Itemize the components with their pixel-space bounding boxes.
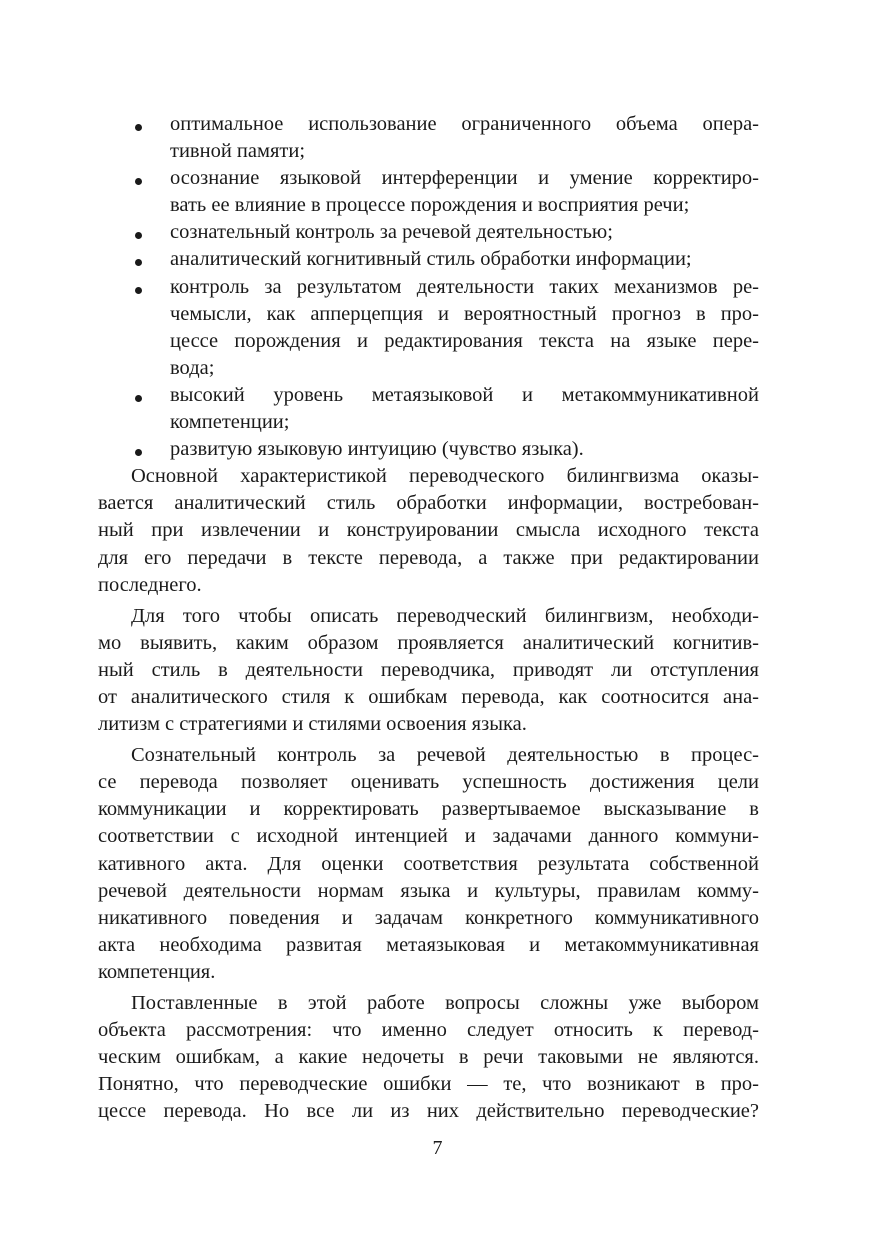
text-line: кативного акта. Для оценки соответствия результата собственной xyxy=(98,852,759,875)
text-line: для его передачи в тексте перевода, а также при редактировании xyxy=(98,546,759,569)
text-line: ный при извлечении и конструировании смысла исходного текста xyxy=(98,519,759,542)
text-line: тивной памяти; xyxy=(170,140,306,163)
bullet-dot-icon xyxy=(135,178,142,185)
list-item xyxy=(98,246,759,273)
bullet-dot-icon xyxy=(135,449,142,456)
text-line: соответствии с исходной интенцией и задачами данного коммуни- xyxy=(98,825,759,848)
text-line: коммуникации и корректировать развертываемое высказывание в xyxy=(98,798,759,821)
text-line: контроль за результатом деятельности таких механизмов ре- xyxy=(170,275,759,298)
bullet-dot-icon xyxy=(135,287,142,294)
paragraph xyxy=(98,603,759,738)
list-item xyxy=(98,165,759,219)
text-line: вода; xyxy=(170,356,215,379)
text-line: высокий уровень метаязыковой и метакоммуникативной xyxy=(170,383,759,406)
text-line: литизм с стратегиями и стилями освоения языка. xyxy=(98,713,527,736)
list-item xyxy=(98,436,759,463)
text-line: развитую языковую интуицию (чувство языка). xyxy=(170,438,584,461)
bullet-dot-icon xyxy=(135,259,142,266)
text-line: компетенция. xyxy=(98,960,216,983)
text-line: объекта рассмотрения: что именно следует относить к перевод- xyxy=(98,1019,759,1042)
text-line: последнего. xyxy=(98,573,202,596)
paragraph xyxy=(98,990,759,1125)
text-line: чемысли, как апперцепция и вероятностный прогноз в про- xyxy=(170,302,759,325)
text-line: мо выявить, каким образом проявляется аналитический когнитив- xyxy=(98,631,759,654)
bullet-dot-icon xyxy=(135,124,142,131)
text-line: цессе перевода. Но все ли из них действительно переводческие? xyxy=(98,1100,759,1123)
page-body xyxy=(98,111,759,1125)
text-line: оптимальное использование ограниченного объема опера- xyxy=(170,113,759,135)
bullet-list xyxy=(98,111,759,463)
text-line: Для того чтобы описать переводческий билингвизм, необходи- xyxy=(131,604,759,627)
list-item xyxy=(98,382,759,436)
paragraph xyxy=(98,463,759,598)
page-number: 7 xyxy=(432,1137,443,1159)
text-line: Основной характеристикой переводческого билингвизма оказы- xyxy=(131,465,759,488)
text-line: аналитический когнитивный стиль обработки информации; xyxy=(170,248,692,271)
bullet-dot-icon xyxy=(135,232,142,239)
text-line: вается аналитический стиль обработки информации, востребован- xyxy=(98,492,759,515)
text-line: никативного поведения и задачам конкретного коммуникативного xyxy=(98,906,759,929)
text-line: Понятно, что переводческие ошибки — те, что возникают в про- xyxy=(98,1073,759,1096)
text-line: осознание языковой интерференции и умение корректиро- xyxy=(170,167,759,190)
text-line: акта необходима развитая метаязыковая и метакоммуникативная xyxy=(98,933,759,956)
bullet-dot-icon xyxy=(135,395,142,402)
text-line: ческим ошибкам, а какие недочеты в речи таковыми не являются. xyxy=(98,1046,759,1069)
text-line: вать ее влияние в процессе порождения и восприятия речи; xyxy=(170,194,690,217)
list-item xyxy=(98,219,759,246)
text-line: от аналитического стиля к ошибкам перевода, как соотносится ана- xyxy=(98,685,759,708)
list-item xyxy=(98,274,759,382)
list-item xyxy=(98,111,759,165)
text-line: Сознательный контроль за речевой деятельностью в процес- xyxy=(131,744,759,767)
text-line: речевой деятельности нормам языка и культуры, правилам комму- xyxy=(98,879,759,902)
text-line: се перевода позволяет оценивать успешность достижения цели xyxy=(98,771,759,794)
text-line: сознательный контроль за речевой деятельностью; xyxy=(170,221,613,244)
text-line: компетенции; xyxy=(170,411,290,434)
text-line: ный стиль в деятельности переводчика, приводят ли отступления xyxy=(98,658,759,681)
text-line: цессе порождения и редактирования текста на языке пере- xyxy=(170,329,759,352)
paragraph xyxy=(98,742,759,986)
text-line: Поставленные в этой работе вопросы сложны уже выбором xyxy=(131,992,759,1014)
